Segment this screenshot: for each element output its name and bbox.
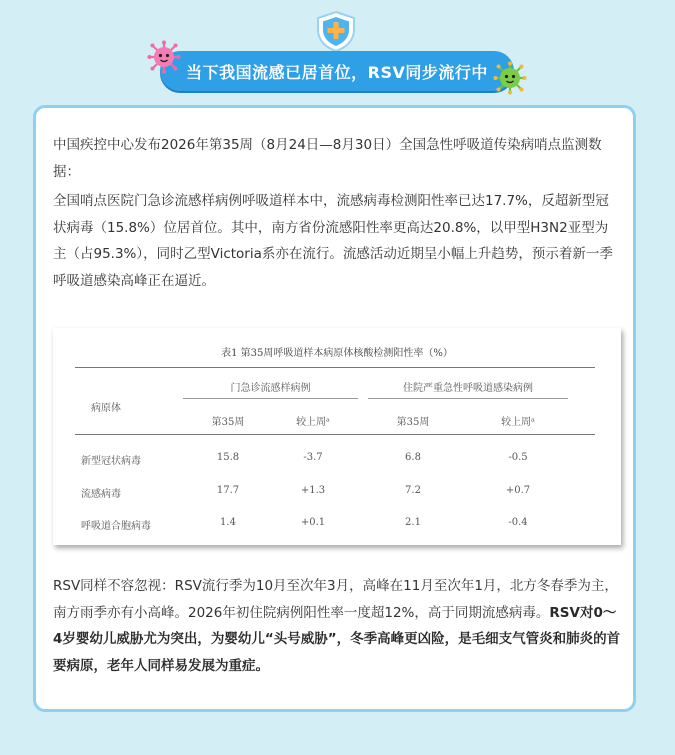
virus-green-icon xyxy=(493,61,527,95)
positivity-table: 表1 第35周呼吸道样本病原体核酸检测阳性率（%） 病原体 门急诊流感样病例 住院严重急性呼吸道感染病例 第35周 较上周ᵃ 第35周 较上周ᵃ 新型冠状病毒 15.8 -3.7 6.8 -0.5 流感病毒 17.7 +1.3 7.2 +0.7 呼吸道合胞病毒 1.4 +0.1 2.1 -0.4 xyxy=(53,328,621,545)
shield-plus-icon xyxy=(314,10,358,52)
table-caption: 表1 第35周呼吸道样本病原体核酸检测阳性率（%） xyxy=(221,348,453,359)
row-header: 病原体 xyxy=(91,403,121,414)
header-change-2: 较上周ᵃ xyxy=(501,417,535,428)
content-card xyxy=(33,105,636,712)
rsv-text: RSV同样不容忽视：RSV流行季为10月至次年3月，高峰在11月至次年1月，北方冬春季为主，南方雨季亦有小高峰。2026年初住院病例阳性率一度超12%，高于同期流感病毒。 xyxy=(53,578,618,621)
intro-paragraph: 中国疾控中心发布2026年第35周（8月24日—8月30日）全国急性呼吸道传染病哨点监测数据： xyxy=(53,137,602,180)
rsv-highlight: RSV对0～4岁婴幼儿威胁尤为突出，为婴幼儿“头号威胁”，冬季高峰更凶险，是毛细支气管炎和肺炎的首要病原，老年人同样易发展为重症。 xyxy=(53,604,621,674)
virus-pink-icon xyxy=(147,40,181,74)
header-week-2: 第35周 xyxy=(396,417,430,428)
header-change-1: 较上周ᵃ xyxy=(296,417,330,428)
title-banner xyxy=(160,51,514,91)
rsv-paragraph xyxy=(53,573,621,679)
group-outpatient: 门急诊流感样病例 xyxy=(230,383,311,394)
flu-paragraph: 全国哨点医院门急诊流感样病例呼吸道样本中，流感病毒检测阳性率已达17.7%，反超新型冠状病毒（15.8%）位居首位。其中，南方省份流感阳性率更高达20.8%，以甲型H3N2亚型为主（占95.3%），同时乙型Victoria系亦在流行。流感活动近期呈小幅上升趋势，预示着新一季呼吸道感染高峰正在逼近。 xyxy=(53,193,613,289)
banner-title: 当下我国流感已居首位，RSV同步流行中 xyxy=(186,62,488,82)
group-inpatient: 住院严重急性呼吸道感染病例 xyxy=(403,383,533,394)
header-week-1: 第35周 xyxy=(211,417,245,428)
